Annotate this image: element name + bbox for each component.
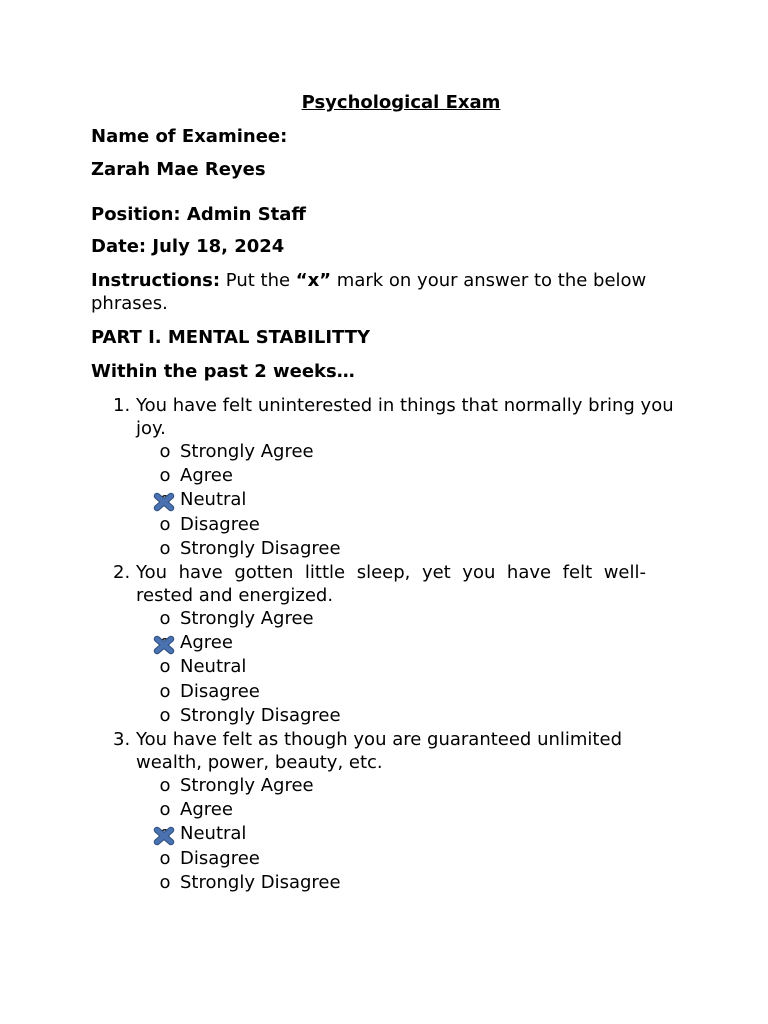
bullet-icon: o (159, 441, 171, 462)
bullet-icon: o (159, 537, 171, 559)
answer-option-label: Agree (180, 465, 233, 487)
date-line (91, 236, 284, 258)
bullet-icon: o (159, 680, 171, 702)
position-value: Admin Staff (186, 204, 307, 225)
instructions-text-after: mark on your answer to the below phrases. (91, 270, 647, 314)
question-text: You have gotten little sleep, yet you have felt well-rested and energized. (136, 562, 646, 606)
page-title: Psychological Exam (301, 92, 501, 113)
bullet-icon: o (159, 799, 171, 821)
name-value: Zarah Mae Reyes (91, 159, 266, 180)
answer-option-label: Strongly Disagree (180, 871, 341, 893)
answer-option-label: Strongly Agree (180, 608, 314, 629)
bullet-icon: o (159, 513, 171, 535)
position-line (91, 204, 306, 226)
question-number: 2. (113, 562, 131, 583)
answer-option-label: Strongly Disagree (180, 537, 341, 559)
question-number: 1. (113, 395, 131, 416)
bullet-icon: o (159, 704, 171, 726)
intro-text: Within the past 2 weeks… (91, 361, 355, 382)
answer-option-label: Disagree (180, 680, 260, 702)
bullet-icon: o (159, 847, 171, 869)
bullet-icon: o (159, 775, 171, 796)
part-heading: PART I. MENTAL STABILITTY (91, 327, 371, 348)
answer-option-label: Strongly Agree (180, 775, 314, 796)
answer-option-label: Neutral (180, 656, 247, 678)
answer-option-label: Disagree (180, 513, 260, 535)
x-mark-icon (153, 491, 175, 513)
date-value: July 18, 2024 (152, 236, 285, 257)
answer-option-label: Neutral (180, 823, 247, 845)
instructions-mark: “x” (295, 270, 332, 291)
position-label: Position: (91, 204, 181, 225)
instructions-label: Instructions: (91, 270, 221, 291)
instructions-text-before: Put the (220, 270, 296, 291)
instructions (91, 269, 691, 315)
question-number: 3. (113, 729, 131, 750)
question-text: You have felt uninterested in things that normally bring you joy. (136, 395, 674, 439)
bullet-icon: o (159, 871, 171, 893)
answer-option-label: Strongly Disagree (180, 704, 341, 726)
answer-option-label: Agree (180, 799, 233, 821)
answer-option-label: Neutral (180, 489, 247, 511)
answer-option-label: Strongly Agree (180, 441, 314, 462)
bullet-icon: o (159, 656, 171, 678)
name-label: Name of Examinee: (91, 126, 288, 147)
x-mark-icon (153, 634, 175, 656)
bullet-icon: o (159, 608, 171, 629)
x-mark-icon (153, 825, 175, 847)
bullet-icon: o (159, 465, 171, 487)
answer-option-label: Disagree (180, 847, 260, 869)
answer-option-label: Agree (180, 632, 233, 654)
date-label: Date: (91, 236, 147, 257)
question-text: You have felt as though you are guaranteed unlimited wealth, power, beauty, etc. (136, 729, 622, 773)
